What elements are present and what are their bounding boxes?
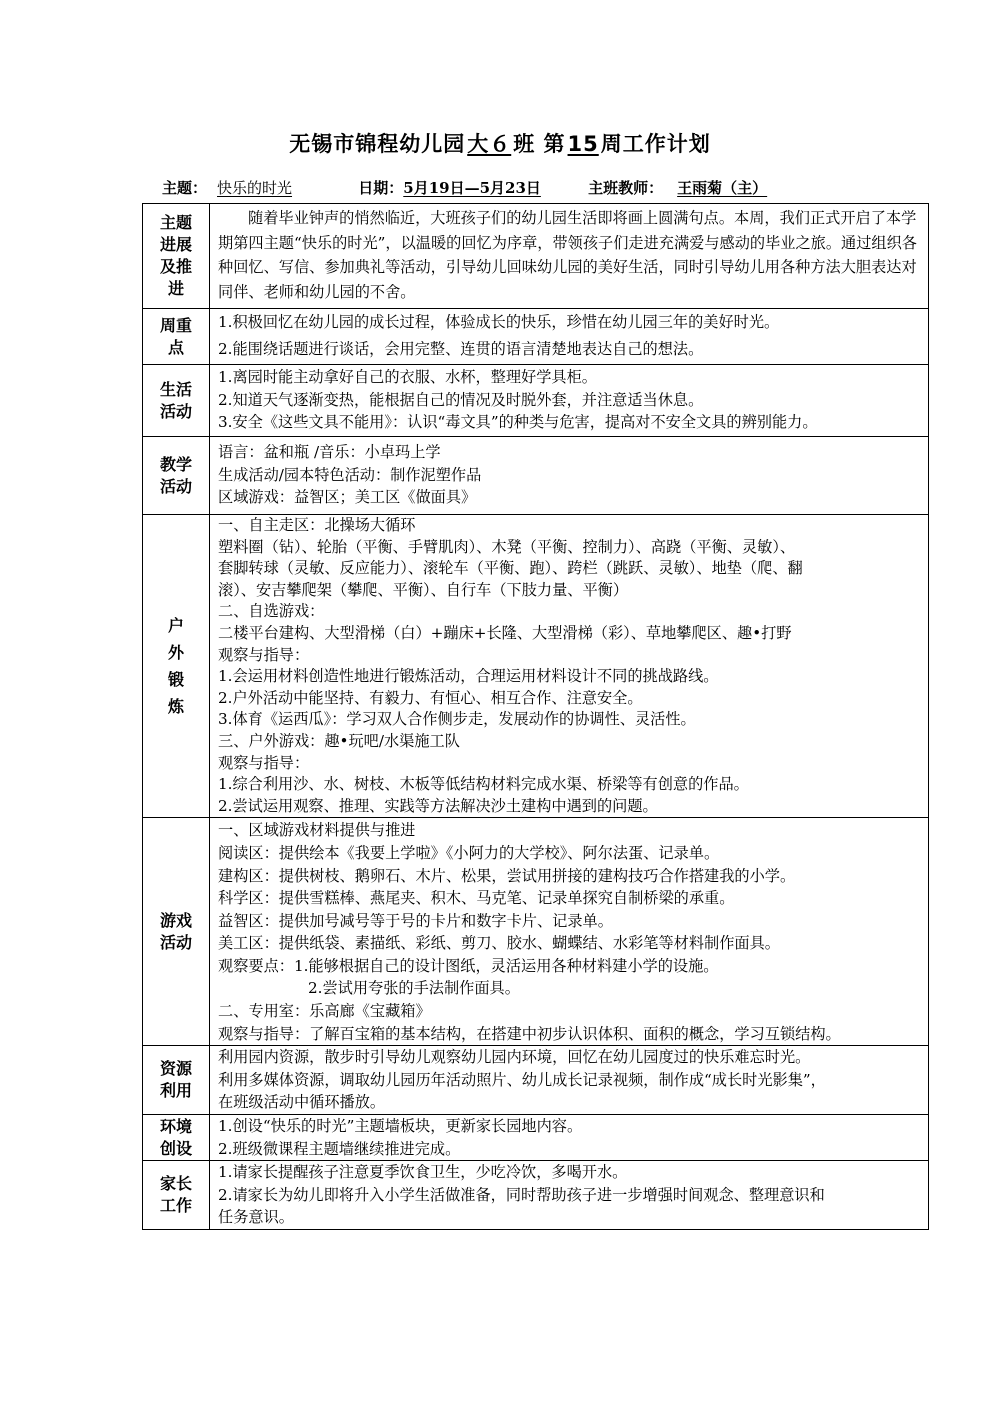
outdoor-line: 二、自选游戏：: [218, 602, 325, 621]
teacher-label: 主班教师：: [588, 179, 664, 197]
teaching-line: 区域游戏：益智区；美工区《做面具》: [218, 488, 477, 507]
outdoor-content: [210, 515, 929, 818]
outdoor-line: 观察与指导：: [218, 645, 310, 664]
parents-line: 1.请家长提醒孩子注意夏季饮食卫生，少吃冷饮，多喝开水。: [218, 1163, 628, 1182]
life-line: 2.知道天气逐渐变热，能根据自己的情况及时脱外套，并注意适当休息。: [218, 390, 704, 409]
life-line: 1.离园时能主动拿好自己的衣服、水杯，整理好学具柜。: [218, 368, 597, 386]
title-prefix: 无锡市锦程幼儿园: [289, 132, 466, 156]
row-games: [143, 818, 929, 1046]
row-parents: [143, 1161, 929, 1230]
life-line: 3.安全《这些文具不能用》：认识“毒文具”的种类与危害，提高对不安全文具的辨别能力。: [218, 413, 818, 432]
outdoor-label: 户外锻炼: [143, 515, 210, 818]
games-line: 建构区：提供树枝、鹅卵石、木片、松果，尝试用拼接的建构技巧合作搭建我的小学。: [218, 866, 796, 885]
focus-label: 周重点: [143, 309, 210, 365]
teaching-label: 教学活动: [143, 437, 210, 515]
resources-content: [210, 1046, 929, 1115]
games-label: 游戏活动: [143, 818, 210, 1046]
week-prefix: 第: [543, 132, 566, 156]
resources-line: 利用园内资源，散步时引导幼儿观察幼儿园内环境，回忆在幼儿园度过的快乐难忘时光。: [218, 1048, 811, 1067]
row-resources: [143, 1046, 929, 1115]
parents-content: [210, 1161, 929, 1230]
games-line: 益智区：提供加号减号等于号的卡片和数字卡片、记录单。: [218, 911, 613, 930]
theme-value: 快乐的时光: [217, 179, 293, 197]
outdoor-line: 1.会运用材料创造性地进行锻炼活动，合理运用材料设计不同的挑战路线。: [218, 667, 719, 686]
outdoor-line: 2.尝试运用观察、推理、实践等方法解决沙土建构中遇到的问题。: [218, 796, 658, 815]
date-value: 5月19日—5月23日: [403, 179, 541, 197]
environment-content: [210, 1115, 929, 1161]
outdoor-line: 滚）、安吉攀爬架（攀爬、平衡）、自行车（下肢力量、平衡）: [218, 580, 629, 599]
games-line: 一、区域游戏材料提供与推进: [218, 821, 416, 840]
title-suffix: 周工作计划: [600, 132, 711, 156]
teaching-line: 生成活动/园本特色活动：制作泥塑作品: [218, 465, 482, 484]
row-teaching: [143, 437, 929, 515]
class-name: 大６: [467, 132, 512, 156]
teacher-value: 王雨菊（主）: [677, 179, 768, 197]
games-line: 观察与指导：了解百宝箱的基本结构，在搭建中初步认识体积、面积的概念，学习互锁结构。: [218, 1024, 841, 1043]
environment-label: 环境创设: [143, 1115, 210, 1161]
resources-line: 在班级活动中循环播放。: [218, 1093, 386, 1112]
focus-content: [210, 309, 929, 365]
life-label: 生活活动: [143, 365, 210, 437]
theme-label: 主题：: [162, 179, 208, 197]
outdoor-line: 一、自主走区：北操场大循环: [218, 516, 416, 534]
row-theme: [143, 204, 929, 309]
row-focus: [143, 309, 929, 365]
theme-progress-content: [210, 204, 929, 309]
date-label: 日期：: [358, 179, 404, 197]
focus-line: 2.能围绕话题进行谈话，会用完整、连贯的语言清楚地表达自己的想法。: [218, 340, 704, 358]
parents-label: 家长工作: [143, 1161, 210, 1230]
teaching-content: [210, 437, 929, 515]
games-line: 观察要点：1.能够根据自己的设计图纸，灵活运用各种材料建小学的设施。: [218, 956, 719, 975]
outdoor-line: 塑料圈（钻）、轮胎（平衡、手臂肌肉）、木凳（平衡、控制力）、高跷（平衡、灵敏）、: [218, 537, 796, 556]
row-life: [143, 365, 929, 437]
row-environment: [143, 1115, 929, 1161]
row-outdoor: [143, 515, 929, 818]
week-number: 15: [567, 132, 599, 156]
theme-paragraph: 随着毕业钟声的悄然临近，大班孩子们的幼儿园生活即将画上圆满句点。本周，我们正式开启了本学期第四主题“快乐的时光”，以温暖的回忆为序章，带领孩子们走进充满爱与感动的毕业之旅。通过组织各种回忆、写信、参加典礼等活动，引导幼儿回味幼儿园的美好生活，同时引导幼儿用各种方法大胆表达对同伴、老师和幼儿园的不舍。: [218, 209, 917, 301]
environment-line: 1.创设“快乐的时光”主题墙板块，更新家长园地内容。: [218, 1117, 583, 1136]
focus-line: 1.积极回忆在幼儿园的成长过程，体验成长的快乐，珍惜在幼儿园三年的美好时光。: [218, 313, 780, 331]
games-line: 2.尝试用夸张的手法制作面具。: [308, 979, 520, 998]
class-suffix: 班: [513, 132, 536, 156]
page-title: [0, 128, 1000, 158]
parents-line: 任务意识。: [218, 1208, 294, 1227]
outdoor-line: 3.体育《运西瓜》：学习双人合作侧步走，发展动作的协调性、灵活性。: [218, 710, 696, 729]
work-plan-table: [142, 203, 929, 1230]
resources-line: 利用多媒体资源，调取幼儿园历年活动照片、幼儿成长记录视频，制作成“成长时光影集”，: [218, 1070, 826, 1089]
outdoor-line: 2.户外活动中能坚持、有毅力、有恒心、相互合作、注意安全。: [218, 688, 643, 707]
games-content: [210, 818, 929, 1046]
teaching-line: 语言：盆和瓶 /音乐：小卓玛上学: [218, 443, 441, 461]
theme-progress-label: 主题进展及推进: [143, 204, 210, 309]
games-line: 科学区：提供雪糕棒、燕尾夹、积木、马克笔、记录单探究自制桥梁的承重。: [218, 889, 735, 908]
outdoor-line: 三、户外游戏：趣•玩吧/水渠施工队: [218, 731, 460, 750]
meta-row: [162, 177, 942, 198]
resources-label: 资源利用: [143, 1046, 210, 1115]
games-line: 阅读区：提供绘本《我要上学啦》《小阿力的大学校》、阿尔法蛋、记录单。: [218, 843, 720, 862]
outdoor-line: 观察与指导：: [218, 753, 310, 772]
environment-line: 2.班级微课程主题墙继续推进完成。: [218, 1139, 461, 1158]
outdoor-line: 套脚转球（灵敏、反应能力）、滚轮车（平衡、跑）、跨栏（跳跃、灵敏）、地垫（爬、翻: [218, 559, 803, 578]
life-content: [210, 365, 929, 437]
outdoor-line: 二楼平台建构、大型滑梯（白）+蹦床+长隆、大型滑梯（彩）、草地攀爬区、趣•打野: [218, 623, 792, 642]
parents-line: 2.请家长为幼儿即将升入小学生活做准备，同时帮助孩子进一步增强时间观念、整理意识和: [218, 1185, 825, 1204]
games-line: 美工区：提供纸袋、素描纸、彩纸、剪刀、胶水、蝴蝶结、水彩笔等材料制作面具。: [218, 934, 780, 953]
games-line: 二、专用室：乐高廊《宝藏箱》: [218, 1002, 431, 1021]
outdoor-line: 1.综合利用沙、水、树枝、木板等低结构材料完成水渠、桥梁等有创意的作品。: [218, 775, 749, 794]
